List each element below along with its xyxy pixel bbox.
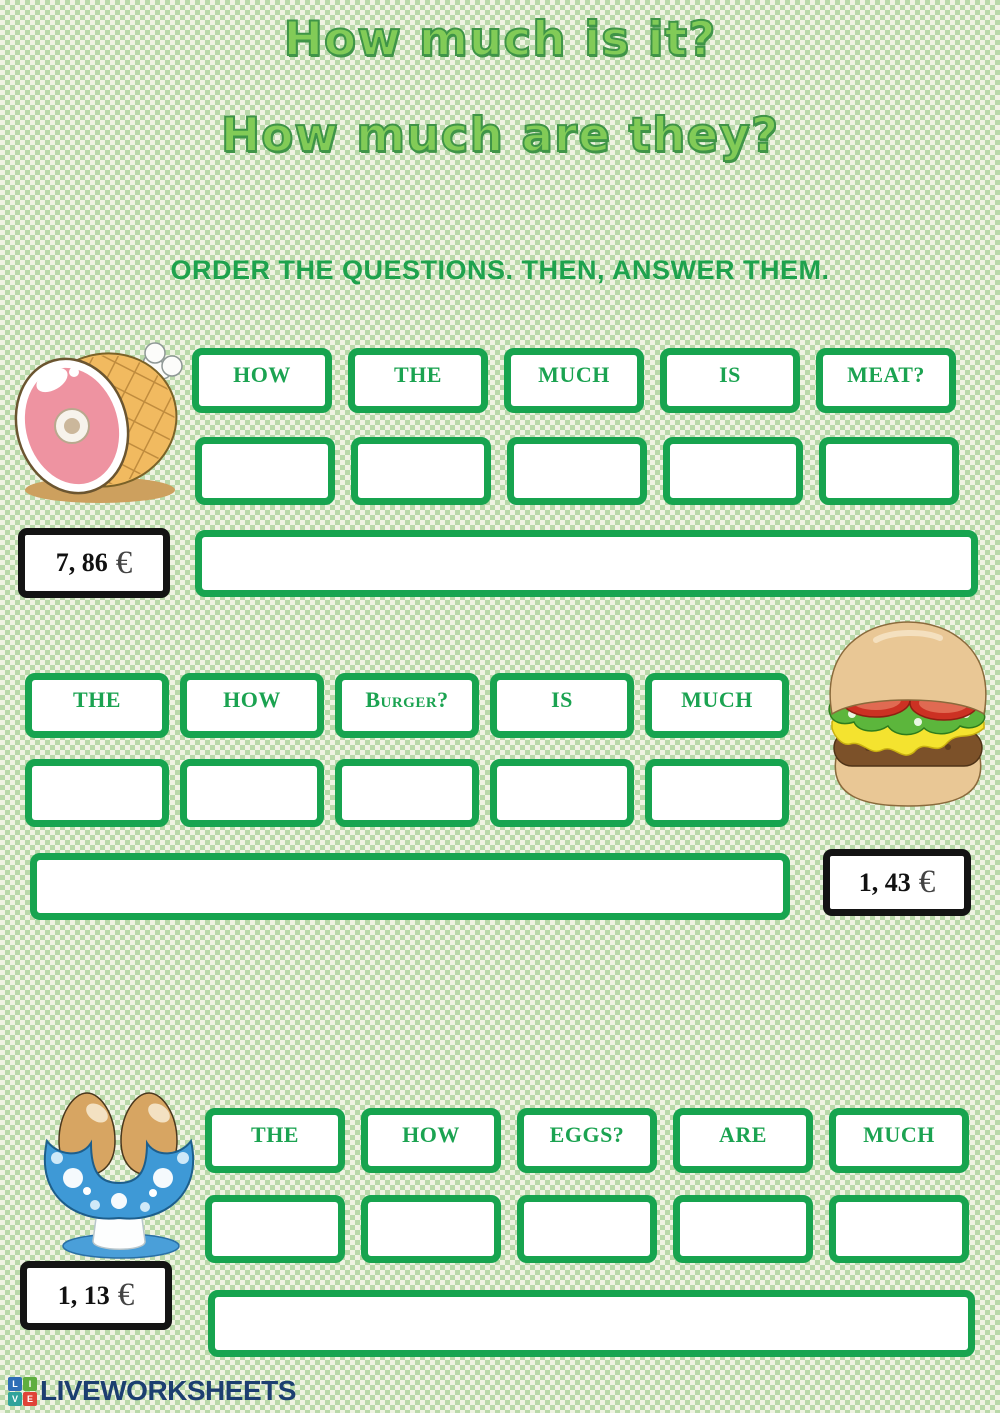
word-card-label: HOW — [402, 1122, 460, 1147]
ham-icon — [8, 336, 186, 506]
answer-line-input[interactable] — [208, 1290, 975, 1357]
page-title: How much is it? — [283, 12, 717, 67]
answer-slot[interactable] — [517, 1195, 657, 1263]
word-card[interactable] — [205, 1108, 345, 1173]
word-card[interactable] — [645, 673, 789, 738]
euro-symbol: € — [115, 544, 133, 581]
word-card[interactable] — [192, 348, 332, 413]
word-card-label: EGGS? — [549, 1122, 625, 1147]
logo-square: I — [23, 1377, 37, 1391]
answer-slot[interactable] — [180, 759, 324, 827]
word-card-label: MEAT? — [847, 362, 925, 387]
answer-slot[interactable] — [351, 437, 491, 505]
word-card[interactable] — [517, 1108, 657, 1173]
word-card-label: MUCH — [538, 362, 610, 387]
word-card[interactable] — [25, 673, 169, 738]
liveworksheets-wordmark: LIVEWORKSHEETS — [40, 1375, 296, 1406]
euro-symbol: € — [117, 1277, 135, 1313]
answer-line-input[interactable] — [30, 853, 790, 920]
word-card-label: IS — [719, 362, 741, 387]
answer-slot[interactable] — [507, 437, 647, 505]
word-card[interactable] — [673, 1108, 813, 1173]
word-row-eggs — [205, 1108, 969, 1173]
answer-slot[interactable] — [663, 437, 803, 505]
answer-slot[interactable] — [819, 437, 959, 505]
logo-square: V — [8, 1392, 22, 1406]
liveworksheets-logo-icon — [8, 1377, 37, 1406]
word-card-label: THE — [394, 362, 442, 387]
answer-slot[interactable] — [195, 437, 335, 505]
burger-icon — [818, 610, 998, 808]
word-card[interactable] — [660, 348, 800, 413]
answer-slot[interactable] — [490, 759, 634, 827]
eggs-icon — [35, 1083, 203, 1261]
logo-square: E — [23, 1392, 37, 1406]
word-card-label: THE — [251, 1122, 299, 1147]
word-card[interactable] — [490, 673, 634, 738]
word-card[interactable] — [335, 673, 479, 738]
word-row-burger — [25, 673, 789, 738]
answer-slot[interactable] — [645, 759, 789, 827]
word-card[interactable] — [361, 1108, 501, 1173]
instruction-text: ORDER THE QUESTIONS. THEN, ANSWER THEM. — [170, 255, 830, 285]
euro-symbol: € — [918, 864, 936, 900]
price-tag-meat — [18, 528, 170, 598]
liveworksheets-footer — [8, 1375, 296, 1407]
answer-line-input[interactable] — [195, 530, 978, 597]
answer-slot[interactable] — [25, 759, 169, 827]
slot-row-eggs — [205, 1195, 969, 1263]
word-card-label: HOW — [223, 687, 281, 712]
slot-row-meat — [195, 437, 959, 505]
word-card-label: ARE — [719, 1122, 767, 1147]
answer-slot[interactable] — [335, 759, 479, 827]
price-value: 7, 86 — [55, 548, 108, 577]
word-card[interactable] — [829, 1108, 969, 1173]
answer-slot[interactable] — [205, 1195, 345, 1263]
price-tag-eggs — [20, 1261, 172, 1330]
price-tag-burger — [823, 849, 971, 916]
word-card[interactable] — [504, 348, 644, 413]
word-card[interactable] — [816, 348, 956, 413]
word-card-label: IS — [551, 687, 573, 712]
word-card-label: Burger? — [365, 687, 449, 712]
slot-row-burger — [25, 759, 789, 827]
price-value: 1, 13 — [57, 1280, 110, 1310]
page-subtitle: How much are they? — [220, 108, 780, 163]
answer-slot[interactable] — [361, 1195, 501, 1263]
logo-square: L — [8, 1377, 22, 1391]
word-card-label: MUCH — [681, 687, 753, 712]
word-card-label: HOW — [233, 362, 291, 387]
word-card-label: MUCH — [863, 1122, 935, 1147]
word-row-meat — [192, 348, 956, 413]
answer-slot[interactable] — [673, 1195, 813, 1263]
price-value: 1, 43 — [858, 867, 911, 897]
word-card[interactable] — [348, 348, 488, 413]
answer-slot[interactable] — [829, 1195, 969, 1263]
word-card-label: THE — [73, 687, 121, 712]
word-card[interactable] — [180, 673, 324, 738]
